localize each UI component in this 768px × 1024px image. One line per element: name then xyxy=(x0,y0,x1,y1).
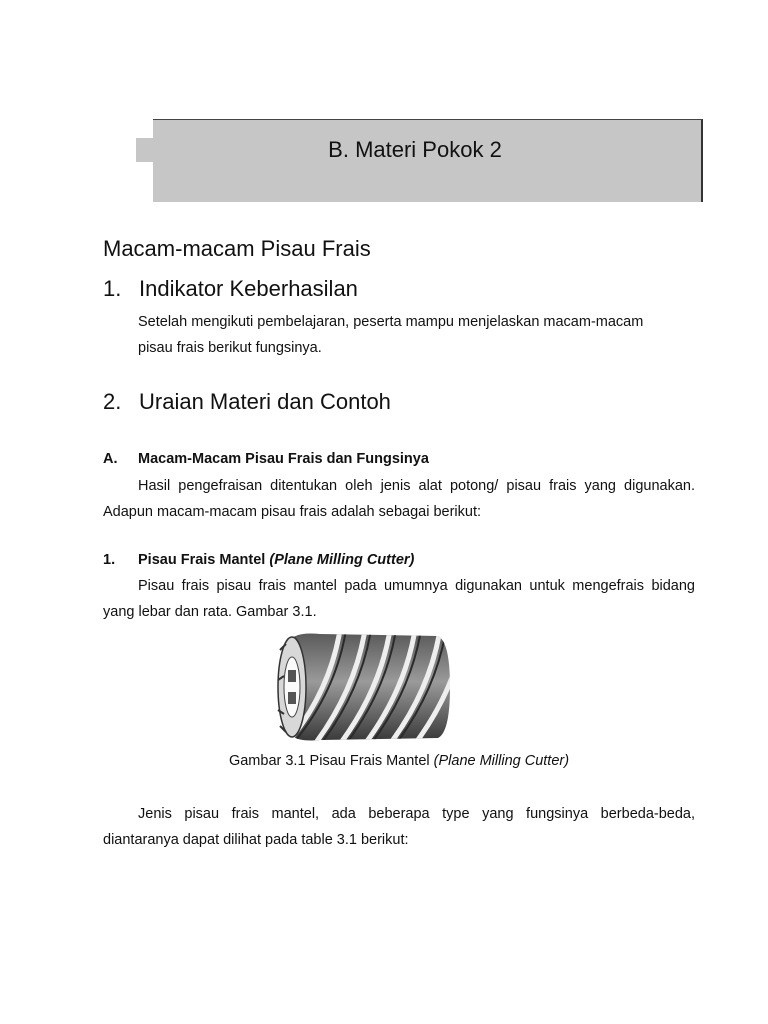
banner-tab xyxy=(136,138,154,162)
plane-milling-cutter-image xyxy=(270,630,454,744)
subsection-title: Macam-Macam Pisau Frais dan Fungsinya xyxy=(138,451,429,467)
subsection-heading xyxy=(103,451,429,467)
heading-number: 2. xyxy=(103,389,122,414)
heading-text: Indikator Keberhasilan xyxy=(139,276,358,301)
paragraph-line: Setelah mengikuti pembelajaran, peserta mampu menjelaskan macam-macam xyxy=(138,314,644,330)
item-number: 1. xyxy=(103,552,116,568)
heading-uraian xyxy=(103,389,391,415)
heading-number: 1. xyxy=(103,276,122,301)
section-title: Macam-macam Pisau Frais xyxy=(103,236,371,261)
item-title: Pisau Frais Mantel xyxy=(138,552,266,568)
indikator-paragraph xyxy=(138,309,698,361)
heading-text: Uraian Materi dan Contoh xyxy=(139,389,391,414)
item-paragraph: Pisau frais pisau frais mantel pada umumnya digunakan untuk mengefrais bidang yang lebar dan rata. Gambar 3.1. xyxy=(103,578,695,620)
subsection-paragraph: Hasil pengefraisan ditentukan oleh jenis alat potong/ pisau frais yang digunakan. Adapun macam-macam pisau frais adalah sebagai berikut: xyxy=(103,478,695,520)
paragraph-line: pisau frais berikut fungsinya. xyxy=(138,340,322,356)
item-heading xyxy=(103,552,414,568)
caption-italic: (Plane Milling Cutter) xyxy=(433,753,570,769)
caption-text: Gambar 3.1 Pisau Frais Mantel xyxy=(228,753,430,769)
subsection-label: A. xyxy=(103,451,118,467)
item-title-italic: (Plane Milling Cutter) xyxy=(269,552,415,568)
figure-caption xyxy=(103,753,695,769)
page-title: B. Materi Pokok 2 xyxy=(328,137,502,162)
closing-paragraph: Jenis pisau frais mantel, ada beberapa type yang fungsinya berbeda-beda, diantaranya dapat dilihat pada table 3.1 berikut: xyxy=(103,806,695,848)
heading-indikator xyxy=(103,276,358,302)
